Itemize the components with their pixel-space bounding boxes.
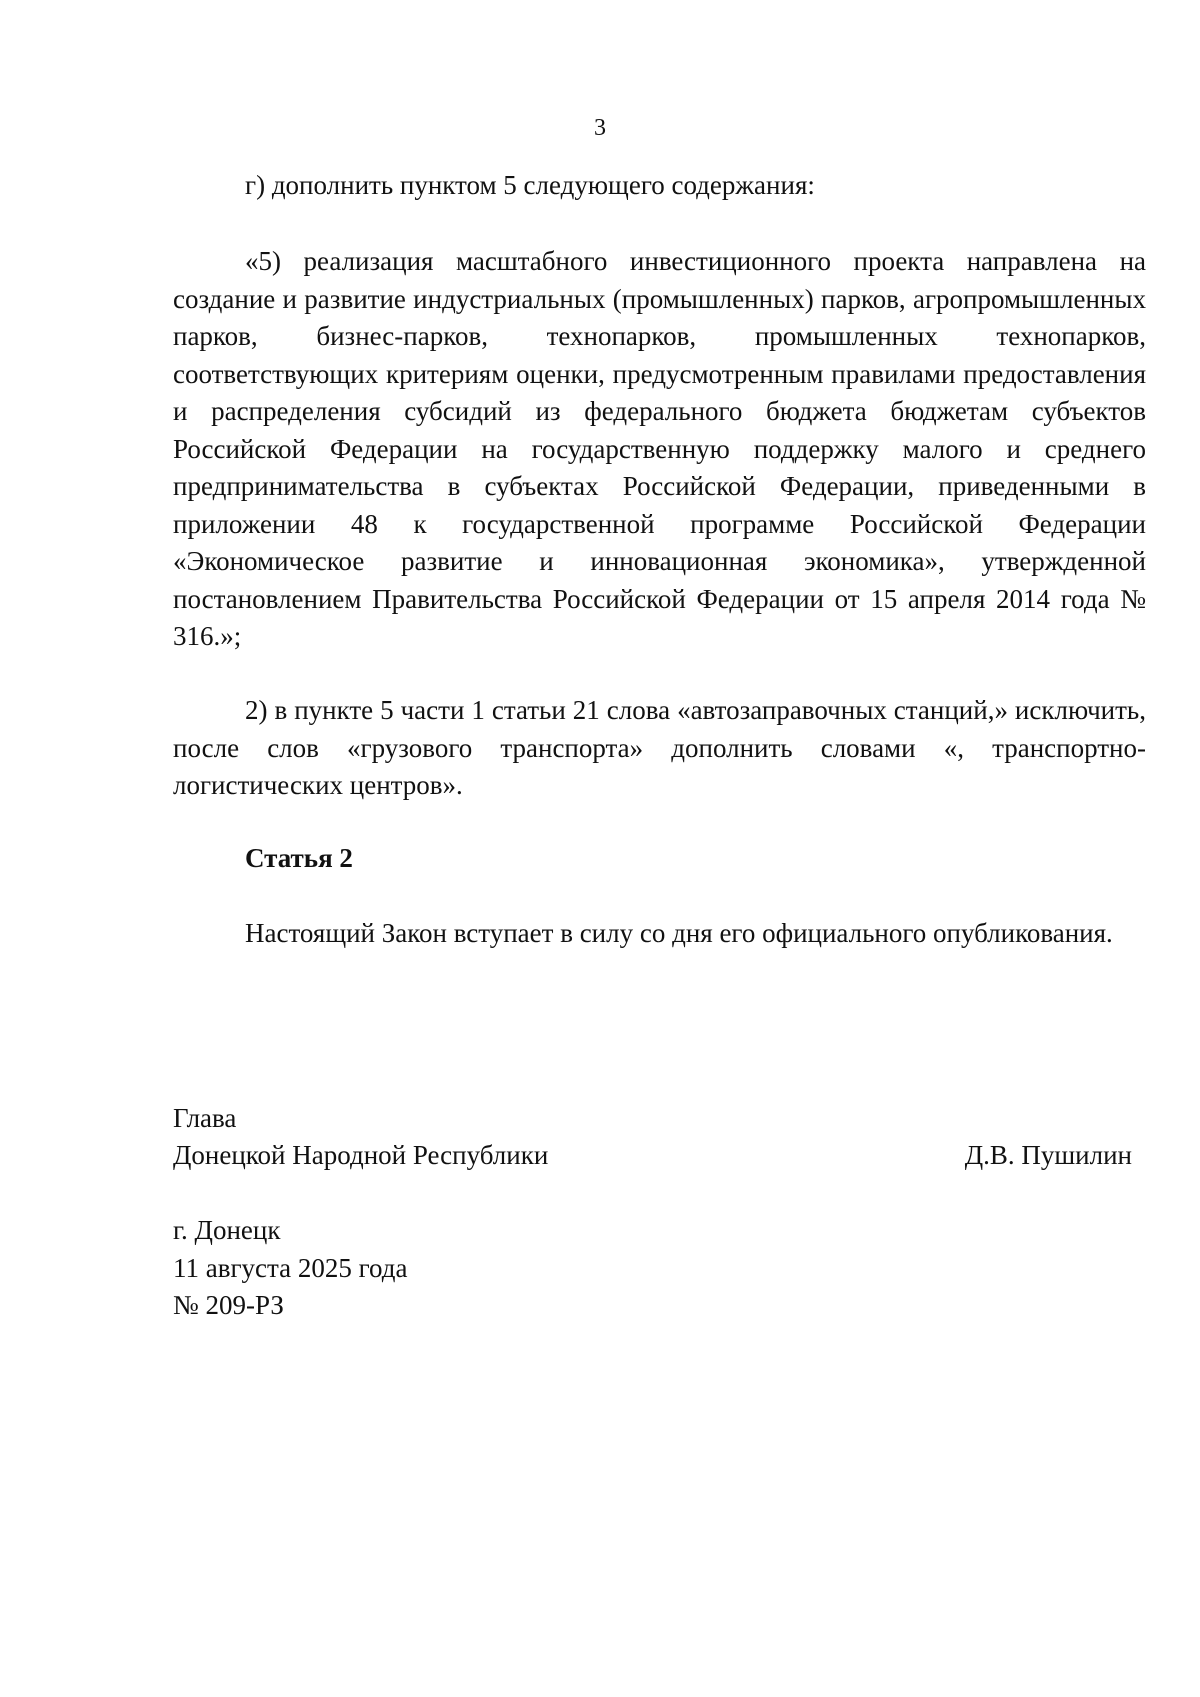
signing-date: 11 августа 2025 года [173,1253,408,1283]
article-2-heading: Статья 2 [245,843,353,873]
signatory-name: Д.В. Пушилин [964,1140,1132,1170]
signatory-title-line1: Глава [173,1103,237,1133]
page-number: 3 [594,115,606,141]
paragraph-g: г) дополнить пунктом 5 следующего содержания: [245,170,815,200]
signing-place: г. Донецк [173,1215,281,1245]
signatory-title-line2: Донецкой Народной Республики [173,1140,549,1170]
paragraph-point-5: «5) реализация масштабного инвестиционного проекта направлена на создание и развитие индустриальных (промышленных) парков, агропромышленных парков, бизнес-парков, технопарков, промышленных технопарков, соответствующих критериям оценки, предусмотренным правилами предоставления и распределения субсидий из федерального бюджета бюджетам субъектов Российской Федерации на государственную поддержку малого и среднего предпринимательства в субъектах Российской Федерации, приведенными в приложении 48 к государственной программе Российской Федерации «Экономическое развитие и инновационная экономика», утвержденной постановлением Правительства Российской Федерации от 15 апреля 2014 года № 316.»; [173,246,1146,651]
effective-date-paragraph: Настоящий Закон вступает в силу со дня его официального опубликования. [245,918,1113,948]
paragraph-point-2: 2) в пункте 5 части 1 статьи 21 слова «автозаправочных станций,» исключить, после слов «грузового транспорта» дополнить словами «, транспортно-логистических центров». [173,695,1146,800]
law-number: № 209-РЗ [173,1290,284,1320]
